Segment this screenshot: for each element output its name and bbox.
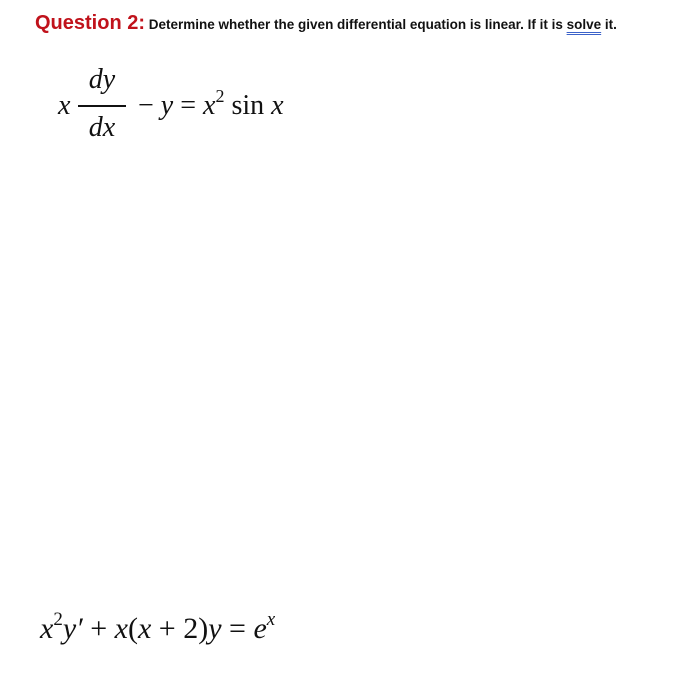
equals-sign: = — [173, 90, 204, 121]
equation-2-x-inner: x — [137, 612, 152, 645]
equation-2 — [40, 609, 276, 646]
equation-2-x: x — [40, 612, 54, 645]
question-instructions: Determine whether the given differential equation is linear. If it is — [145, 17, 567, 32]
equation-1-x: x — [203, 90, 216, 121]
question-label: Question 2: — [35, 12, 146, 34]
equation-1 — [58, 60, 398, 150]
question-underlined-word: solve — [566, 17, 602, 32]
exponential-power: x — [266, 609, 276, 630]
constant-two: 2 — [183, 612, 199, 645]
equation-2-exponent: 2 — [53, 609, 63, 630]
question-instructions-tail: it. — [601, 17, 617, 32]
fraction-numerator: dy — [88, 64, 116, 95]
derivative-fraction — [78, 60, 126, 152]
sin-function: sin — [224, 90, 272, 121]
open-paren: ( — [127, 612, 138, 645]
equation-2-yprime: y′ — [62, 612, 83, 645]
close-paren: ) — [198, 612, 209, 645]
equals-sign-2: = — [221, 612, 254, 645]
fraction-denominator: dx — [88, 111, 116, 143]
equation-1-y: y — [160, 90, 174, 121]
fraction-bar — [78, 105, 126, 107]
equation-1-rest — [138, 86, 284, 122]
plus-sign: + — [82, 612, 115, 645]
minus-sign: − — [138, 90, 161, 121]
plus-sign-inner: + — [151, 612, 184, 645]
equation-1-coefficient: x — [58, 90, 71, 121]
equation-2-y: y — [208, 612, 222, 645]
equation-2-x-factor: x — [114, 612, 128, 645]
equation-1-exponent: 2 — [215, 86, 225, 106]
exponential-base: e — [253, 612, 267, 645]
sin-argument: x — [271, 90, 284, 121]
question-heading — [35, 12, 617, 35]
